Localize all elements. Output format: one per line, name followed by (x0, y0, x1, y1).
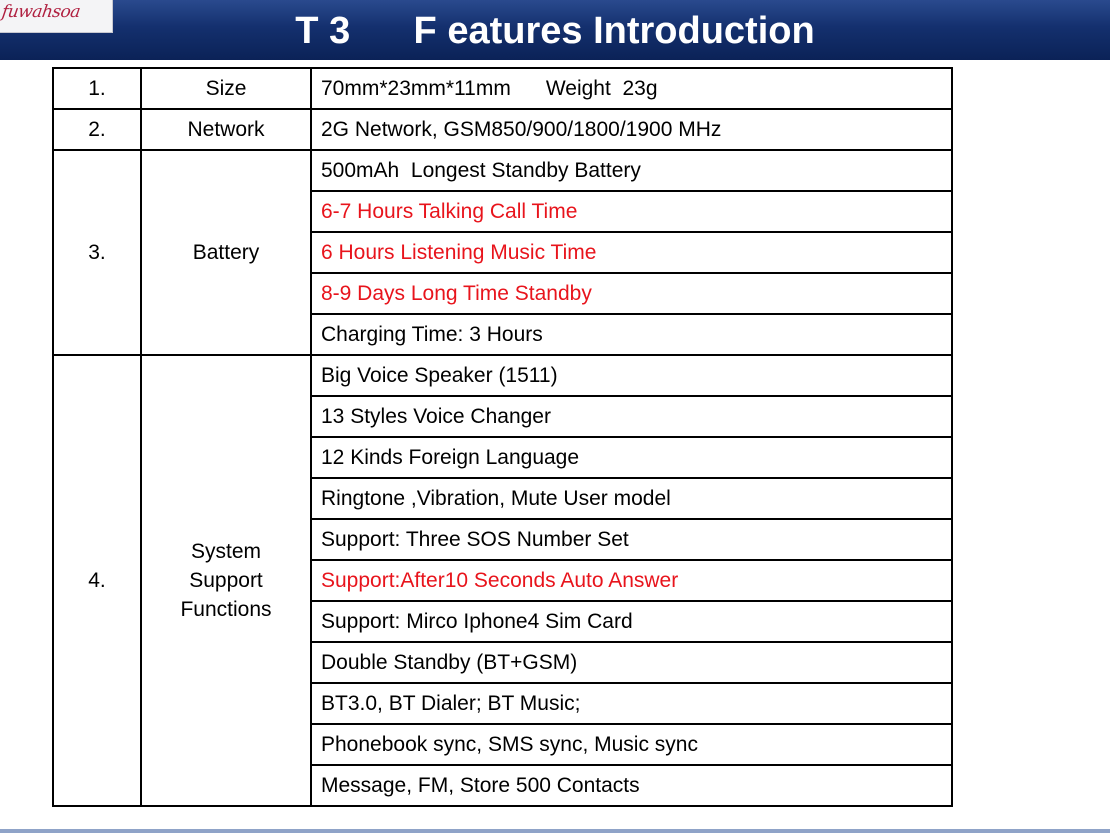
feature-cell-highlight: 6-7 Hours Talking Call Time (311, 191, 952, 232)
feature-cell: 70mm*23mm*11mm Weight 23g (311, 68, 952, 109)
feature-cell-highlight: Support:After10 Seconds Auto Answer (311, 560, 952, 601)
row-category (141, 355, 311, 806)
page-title: T 3 F eatures Introduction (295, 10, 815, 52)
category-line: Support (189, 569, 263, 592)
row-number: 2. (53, 109, 141, 150)
category-line: System (190, 540, 261, 563)
row-category: Battery (141, 150, 311, 355)
row-number: 3. (53, 150, 141, 355)
feature-cell-highlight: 6 Hours Listening Music Time (311, 232, 952, 273)
bottom-border-strip (0, 829, 1110, 833)
feature-cell: 500mAh Longest Standby Battery (311, 150, 952, 191)
brand-logo (0, 0, 113, 33)
feature-cell: Phonebook sync, SMS sync, Music sync (311, 724, 952, 765)
feature-cell: Message, FM, Store 500 Contacts (311, 765, 952, 806)
feature-cell: 13 Styles Voice Changer (311, 396, 952, 437)
feature-cell: BT3.0, BT Dialer; BT Music; (311, 683, 952, 724)
feature-cell: Charging Time: 3 Hours (311, 314, 952, 355)
feature-cell: Support: Three SOS Number Set (311, 519, 952, 560)
features-table (52, 67, 953, 807)
table-row (53, 355, 952, 396)
table-row (53, 109, 952, 150)
row-category: Size (141, 68, 311, 109)
table-row (53, 150, 952, 191)
table-row (53, 68, 952, 109)
feature-cell: Support: Mirco Iphone4 Sim Card (311, 601, 952, 642)
feature-cell: Double Standby (BT+GSM) (311, 642, 952, 683)
feature-cell: 2G Network, GSM850/900/1800/1900 MHz (311, 109, 952, 150)
row-category: Network (141, 109, 311, 150)
brand-logo-text: fuwahsoa (0, 2, 82, 22)
title-banner (0, 0, 1110, 60)
feature-cell: Ringtone ,Vibration, Mute User model (311, 478, 952, 519)
feature-cell-highlight: 8-9 Days Long Time Standby (311, 273, 952, 314)
row-number: 4. (53, 355, 141, 806)
category-line: Functions (180, 598, 272, 621)
row-number: 1. (53, 68, 141, 109)
feature-cell: Big Voice Speaker (1511) (311, 355, 952, 396)
feature-cell: 12 Kinds Foreign Language (311, 437, 952, 478)
